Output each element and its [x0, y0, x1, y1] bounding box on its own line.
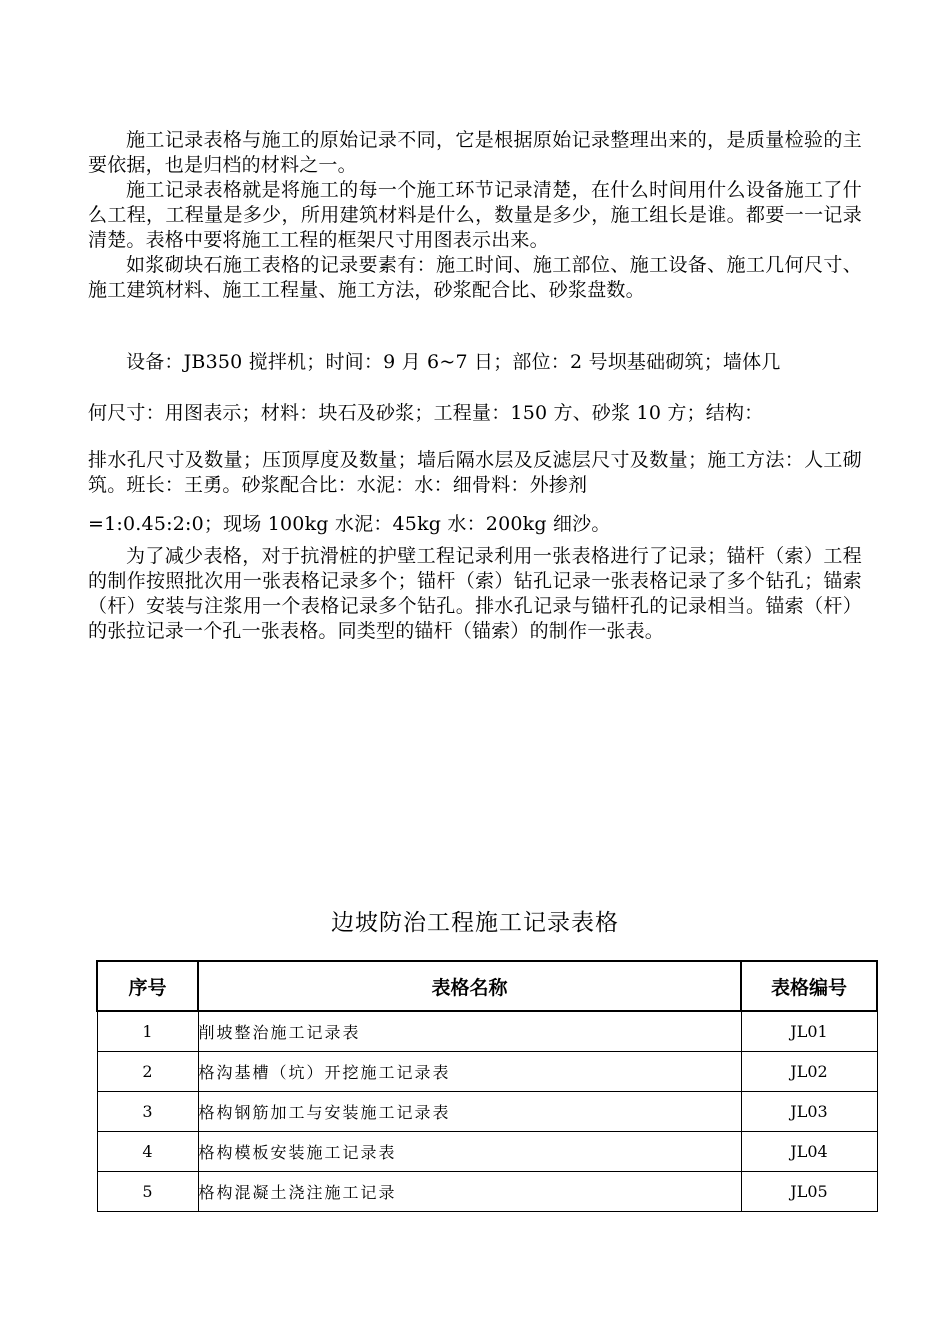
table-row — [97, 1011, 877, 1052]
header-number: 序号 — [97, 961, 198, 1011]
paragraph-masonry-elements: 如浆砌块石施工表格的记录要素有：施工时间、施工部位、施工设备、施工几何尺寸、施工建筑材料、施工工程量、施工方法，砂浆配合比、砂浆盘数。 — [88, 254, 862, 301]
row-number: 5 — [97, 1172, 198, 1212]
row-form-name: 削坡整治施工记录表 — [198, 1011, 741, 1052]
row-form-code: JL04 — [741, 1132, 877, 1172]
paragraph-record-contents: 施工记录表格就是将施工的每一个施工环节记录清楚，在什么时间用什么设备施工了什么工程，工程量是多少，所用建筑材料是什么，数量是多少，施工组长是谁。都要一一记录清楚。表格中要将施工工程的框架尺寸用图表示出来。 — [88, 179, 862, 251]
row-form-code: JL02 — [741, 1052, 877, 1092]
header-form-code: 表格编号 — [741, 961, 877, 1011]
table-header-row — [97, 961, 877, 1011]
example-line-4: =1:0.45:2:0；现场 100kg 水泥：45kg 水：200kg 细沙。 — [88, 513, 611, 535]
example-line-3: 排水孔尺寸及数量；压顶厚度及数量；墙后隔水层及反滤层尺寸及数量；施工方法：人工砌筑。班长：王勇。砂浆配合比：水泥：水：细骨料：外掺剂 — [88, 449, 862, 496]
table-row — [97, 1092, 877, 1132]
row-form-name: 格构混凝土浇注施工记录 — [198, 1172, 741, 1212]
row-number: 4 — [97, 1132, 198, 1172]
table-title: 边坡防治工程施工记录表格 — [331, 910, 619, 936]
table-row — [97, 1052, 877, 1092]
row-form-name: 格构钢筋加工与安装施工记录表 — [198, 1092, 741, 1132]
records-table — [96, 960, 878, 1212]
example-line-2: 何尺寸：用图表示；材料：块石及砂浆；工程量：150 方、砂浆 10 方；结构： — [88, 402, 764, 424]
paragraph-original-records: 施工记录表格与施工的原始记录不同，它是根据原始记录整理出来的，是质量检验的主要依据，也是归档的材料之一。 — [88, 129, 862, 176]
table-row — [97, 1172, 877, 1212]
example-record — [88, 342, 862, 538]
header-form-name: 表格名称 — [198, 961, 741, 1011]
row-form-code: JL01 — [741, 1011, 877, 1052]
paragraph-table-reduction: 为了减少表格，对于抗滑桩的护壁工程记录利用一张表格进行了记录；锚杆（索）工程的制作按照批次用一张表格记录多个；锚杆（索）钻孔记录一张表格记录了多个钻孔；锚索（杆）安装与注浆用一个表格记录多个钻孔。排水孔记录与锚杆孔的记录相当。锚索（杆）的张拉记录一个孔一张表格。同类型的锚杆（锚索）的制作一张表。 — [88, 545, 862, 642]
body-text — [88, 128, 862, 303]
row-number: 2 — [97, 1052, 198, 1092]
row-form-name: 格沟基槽（坑）开挖施工记录表 — [198, 1052, 741, 1092]
table-row — [97, 1132, 877, 1172]
body-text-2 — [88, 544, 862, 644]
example-line-1: 设备：JB350 搅拌机；时间：9 月 6~7 日；部位：2 号坝基础砌筑；墙体几 — [126, 351, 781, 373]
row-form-code: JL05 — [741, 1172, 877, 1212]
row-form-code: JL03 — [741, 1092, 877, 1132]
row-number: 3 — [97, 1092, 198, 1132]
row-form-name: 格构模板安装施工记录表 — [198, 1132, 741, 1172]
row-number: 1 — [97, 1011, 198, 1052]
